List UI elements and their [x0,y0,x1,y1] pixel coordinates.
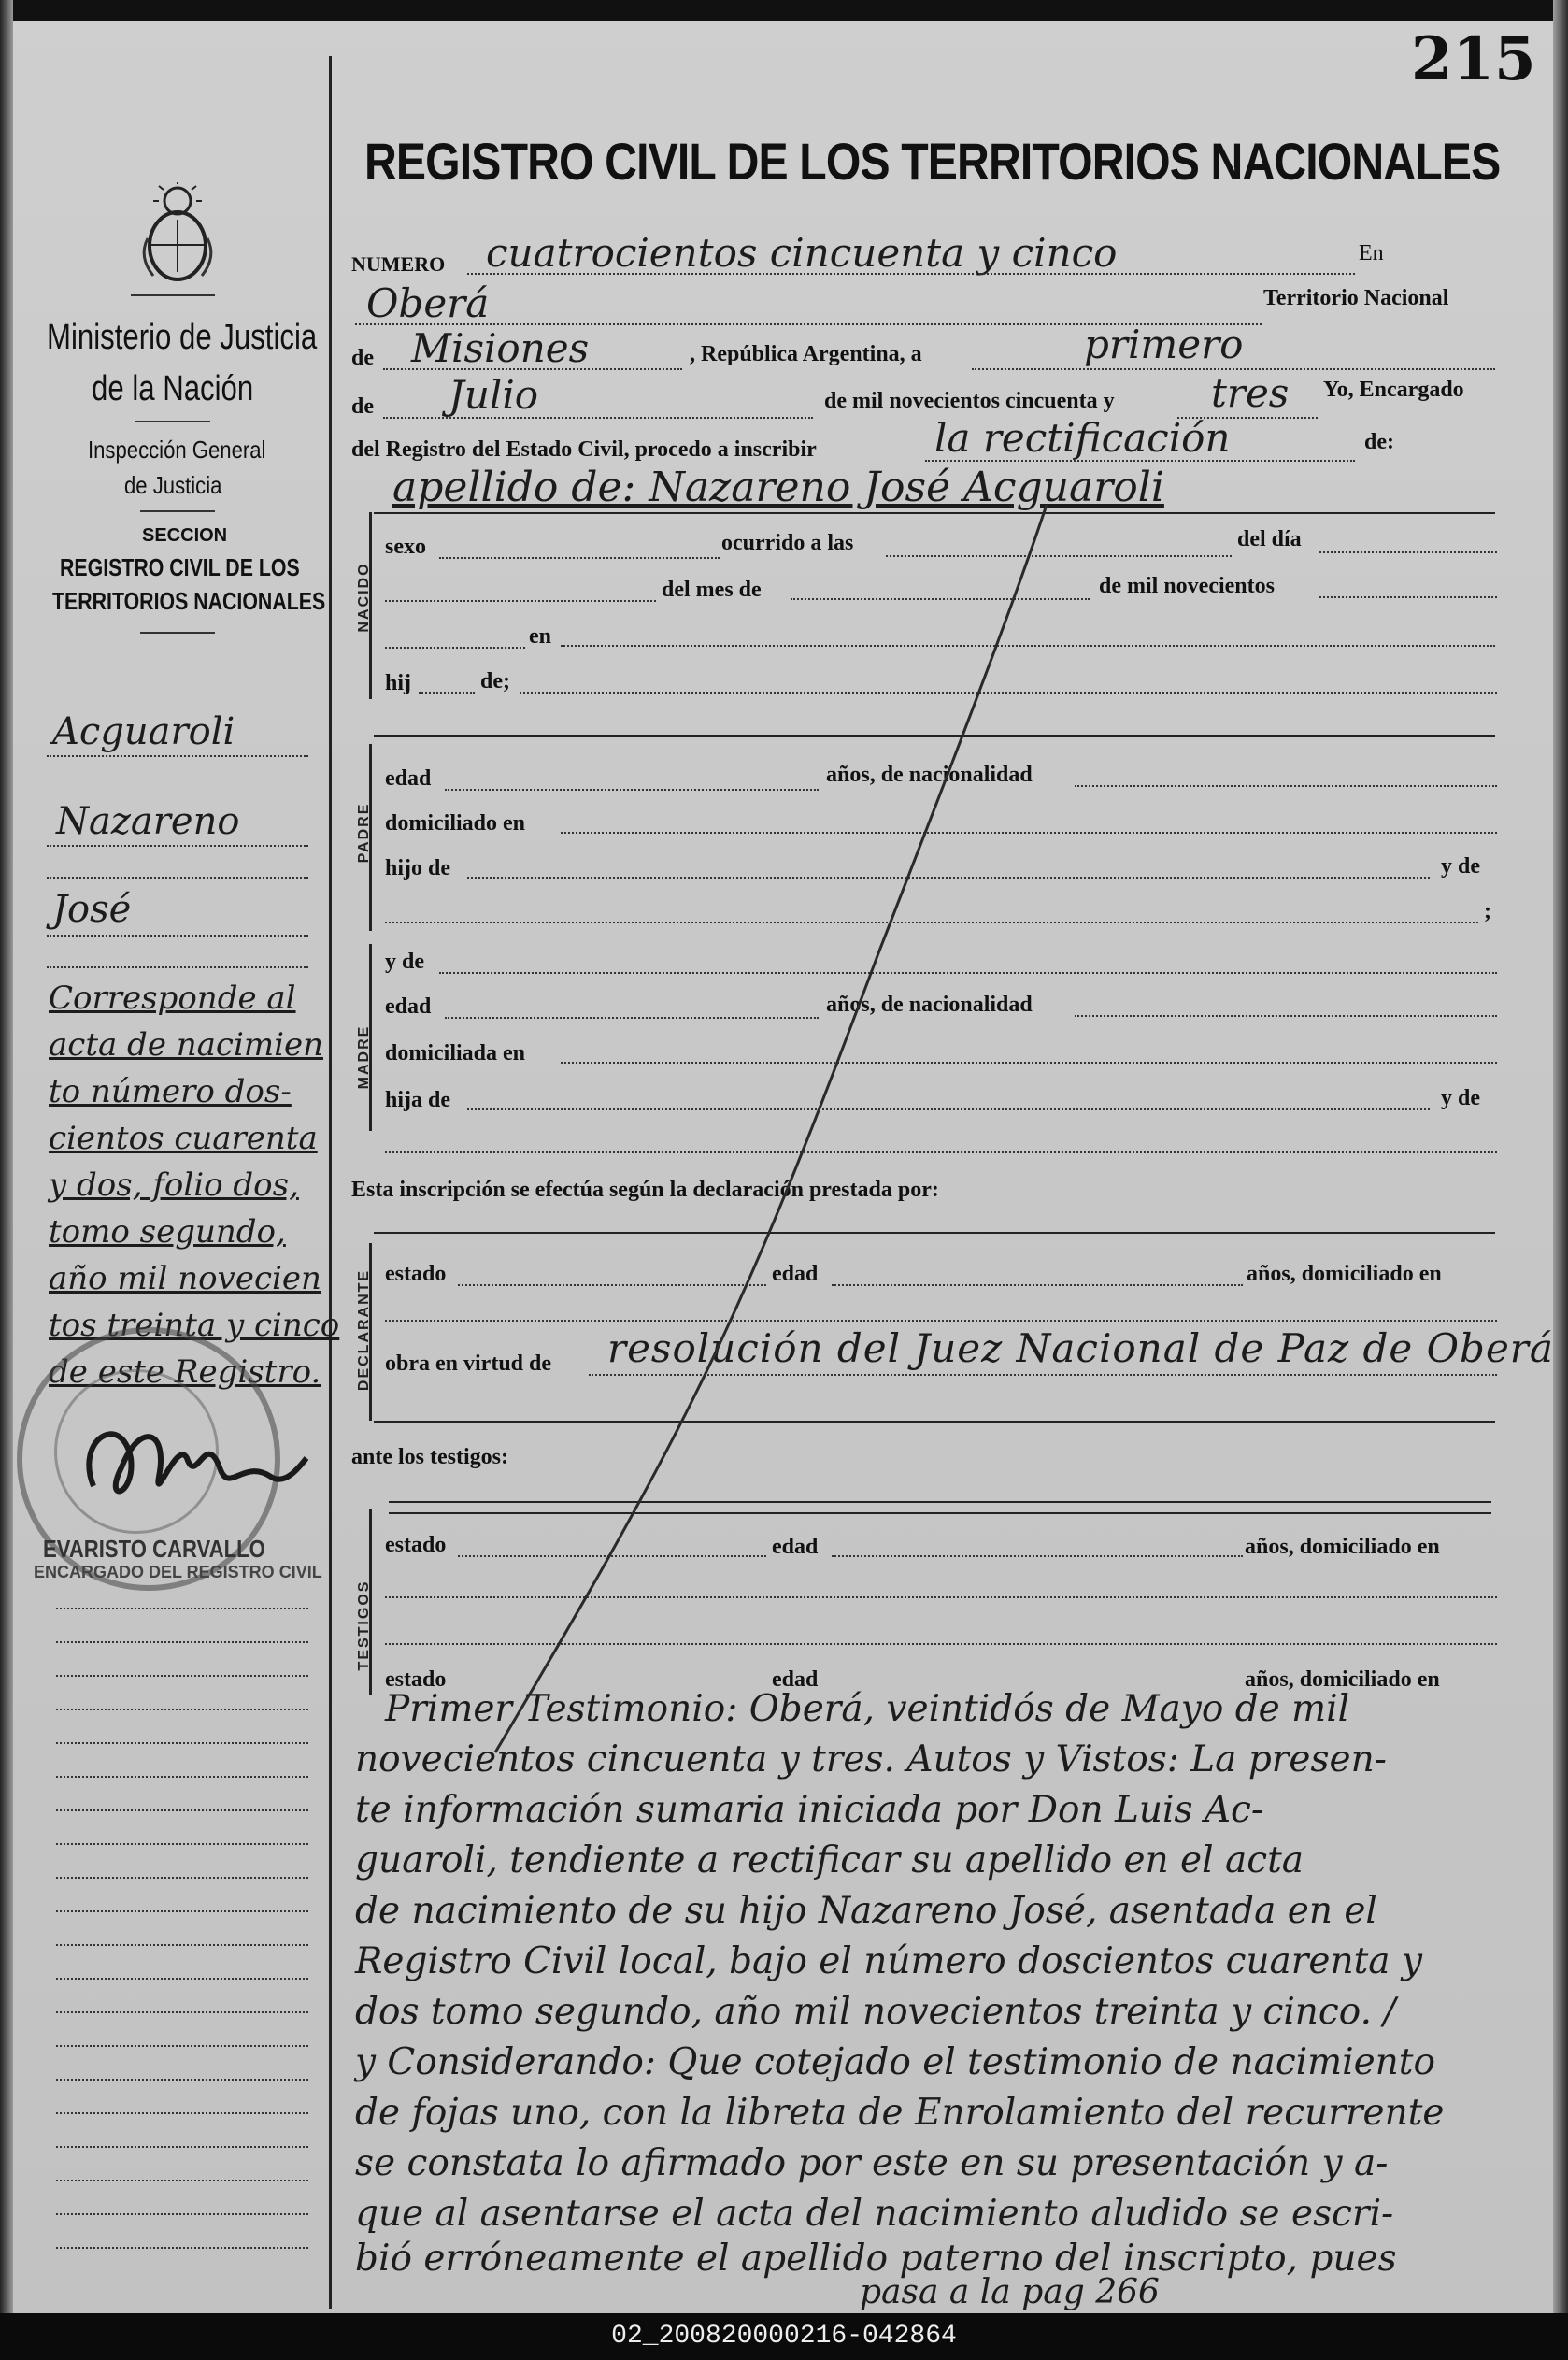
blank-line [56,1742,308,1744]
de3-label: de: [1364,430,1394,454]
declarante-anos-dom: años, domiciliado en [1247,1262,1442,1286]
year-label: de mil novecientos cincuenta y [824,389,1115,413]
declarante-estado: estado [385,1262,447,1286]
blank-line [56,1776,308,1778]
testimonio-line: de nacimiento de su hijo Nazareno José, asentada en el [355,1890,1377,1932]
cancellation-stroke [486,505,1065,1757]
nacido-section-label: NACIDO [356,562,372,633]
blank-line [56,1877,308,1879]
testimonio-line: te información sumaria iniciada por Don Luis Ac- [355,1789,1264,1831]
testigos-anos-dom-2: años, domiciliado en [1245,1667,1440,1692]
blank-line [56,2213,308,2215]
second-name-line [47,935,308,937]
madre-y-de-top: y de [385,950,424,974]
field-line [419,692,475,694]
territory-line [383,368,682,370]
blank-line [56,2180,308,2181]
de-label: de [351,346,374,370]
blank-line [56,2011,308,2013]
testimonio-line: guaroli, tendiente a rectificar su apellido en el acta [355,1839,1304,1881]
blank-line [56,1641,308,1643]
second-name-value: José [52,888,132,931]
registro-label: del Registro del Estado Civil, procedo a inscribir [351,437,817,462]
testimonio-line: Registro Civil local, bajo el número doscientos cuarenta y [355,1940,1422,1982]
page-title: REGISTRO CIVIL DE LOS TERRITORIOS NACIONALES [364,132,1501,191]
testimonio-line: que al asentarse el acta del nacimiento aludido se escri- [355,2193,1394,2235]
padre-semicolon: ; [1484,899,1491,923]
numero-line [467,273,1355,275]
declarante-intro: Esta inscripción se efectúa según la declaración prestada por: [351,1178,939,1202]
nacido-de-mil: de mil novecientos [1099,574,1275,598]
blank-line [56,1978,308,1980]
scan-right-edge [1553,0,1568,2313]
stamp-title: ENCARGADO DEL REGISTRO CIVIL [34,1563,322,1581]
madre-domiciliada: domiciliada en [385,1041,526,1066]
testigos-estado: estado [385,1533,447,1557]
republica-label: , República Argentina, a [690,342,922,366]
surname-value: Acguaroli [52,710,235,753]
blank-line [56,2247,308,2249]
blank-line [56,2112,308,2114]
note-line: y dos, folio dos, [49,1166,299,1204]
surname-line [47,755,308,757]
numero-value: cuatrocientos cincuenta y cinco [486,230,1118,276]
padre-hijo-de: hijo de [385,856,451,880]
section-line-2: REGISTRO CIVIL DE LOS [60,553,300,581]
scan-id-footer: 02_200820000216-042864 [0,2313,1568,2360]
coat-of-arms-icon [131,182,224,285]
year-value: tres [1211,370,1290,416]
testigos-section-label: TESTIGOS [356,1580,372,1671]
padre-anos-nac: años, de nacionalidad [826,763,1033,787]
section-line-1: SECCION [142,525,228,546]
first-name-value: Nazareno [56,800,240,843]
page-number: 215 [1411,24,1536,94]
first-name-line [47,845,308,847]
blank-line [56,1910,308,1912]
note-line: año mil novecien [49,1260,321,1297]
madre-edad: edad [385,994,432,1019]
padre-domiciliado: domiciliado en [385,811,526,836]
blank-line [56,1608,308,1609]
testigos-edad-2: edad [772,1667,819,1692]
declarante-edad: edad [772,1262,819,1286]
nacido-hij: hij [385,671,412,695]
place-value: Oberá [366,280,490,326]
inspection-line-2: de Justicia [124,471,222,499]
scan-left-edge [0,0,13,2313]
padre-section-label: PADRE [356,802,372,864]
ministry-line-1: Ministerio de Justicia [47,318,318,357]
note-line: acta de nacimien [49,1026,323,1064]
scan-top-border [0,0,1568,21]
testimonio-line: dos tomo segundo, año mil novecientos treinta y cinco. / [355,1991,1396,2033]
blank-line [47,966,308,968]
stamp-name: EVARISTO CARVALLO [43,1535,265,1563]
padre-edad: edad [385,766,432,791]
madre-y-de: y de [1441,1086,1480,1110]
continuation-note: pasa a la pag 266 [860,2273,1160,2311]
inscribir-line [925,460,1355,462]
de2-label: de [351,394,374,419]
blank-line [56,1843,308,1845]
declarante-section-label: DECLARANTE [356,1268,372,1392]
blank-line [56,2045,308,2047]
nacido-en: en [529,624,551,649]
testimonio-line: y Considerando: Que cotejado el testimonio de nacimiento [355,2041,1435,2083]
testimonio-line: novecientos cincuenta y tres. Autos y Vistos: La presen- [355,1738,1387,1781]
note-line: tos treinta y cinco [49,1307,340,1344]
section-line-3: TERRITORIOS NACIONALES [52,587,326,615]
madre-section-label: MADRE [356,1024,372,1090]
testigos-estado-2: estado [385,1667,447,1692]
note-line: de este Registro. [49,1353,321,1391]
subject-value: apellido de: Nazareno José Acguaroli [392,464,1164,511]
note-line: Corresponde al [49,980,296,1017]
blank-line [47,877,308,879]
en-label: En [1359,241,1384,265]
yo-label: Yo, Encargado [1323,378,1464,402]
blank-line [56,1944,308,1946]
rule [140,632,215,634]
territorio-label: Territorio Nacional [1263,286,1449,310]
nacido-del-dia: del día [1237,527,1302,551]
testimonio-line: bió erróneamente el apellido paterno del inscripto, pues [355,2238,1397,2280]
nacido-del-mes: del mes de [662,578,762,602]
field-line [1075,785,1497,787]
month-line [383,417,813,419]
nacido-sexo: sexo [385,535,426,559]
margin-rule [329,56,332,2309]
blank-line [56,2146,308,2148]
testigos-anos-dom: años, domiciliado en [1245,1535,1440,1559]
rule [131,294,215,296]
blank-line [56,2079,308,2081]
inspection-line-1: Inspección General [88,436,266,464]
testimonio-line: se constata lo afirmado por este en su presentación y a- [355,2142,1389,2184]
nacido-ocurrido: ocurrido a las [721,531,854,555]
obra-value: resolución del Juez Nacional de Paz de Oberá [607,1325,1554,1371]
blank-line [56,1709,308,1710]
testigos-edad: edad [772,1535,819,1559]
field-line [1319,551,1497,553]
testimonio-line: de fojas uno, con la libreta de Enrolamiento del recurrente [355,2092,1445,2134]
madre-hija-de: hija de [385,1088,451,1112]
ministry-line-2: de la Nación [92,369,254,408]
signature-icon [65,1402,308,1523]
padre-y-de: y de [1441,854,1480,879]
note-line: to número dos- [49,1073,292,1110]
blank-line [56,1809,308,1811]
testimonio-line: Primer Testimonio: Oberá, veintidós de Mayo de mil [385,1688,1350,1730]
day-value: primero [1084,322,1244,367]
rule [135,421,210,422]
note-line: tomo segundo, [49,1213,286,1251]
territory-value: Misiones [411,325,590,371]
madre-anos-nac: años, de nacionalidad [826,993,1033,1017]
testigos-intro: ante los testigos: [351,1445,508,1469]
month-value: Julio [449,372,539,418]
rule [140,510,215,512]
blank-line [56,1675,308,1677]
note-line: cientos cuarenta [49,1120,318,1157]
field-line [1319,596,1497,598]
field-line [1075,1015,1497,1017]
numero-label: NUMERO [351,252,446,276]
inscribir-value: la rectificación [934,415,1231,461]
nacido-de: de; [480,669,510,694]
declarante-obra: obra en virtud de [385,1352,552,1376]
